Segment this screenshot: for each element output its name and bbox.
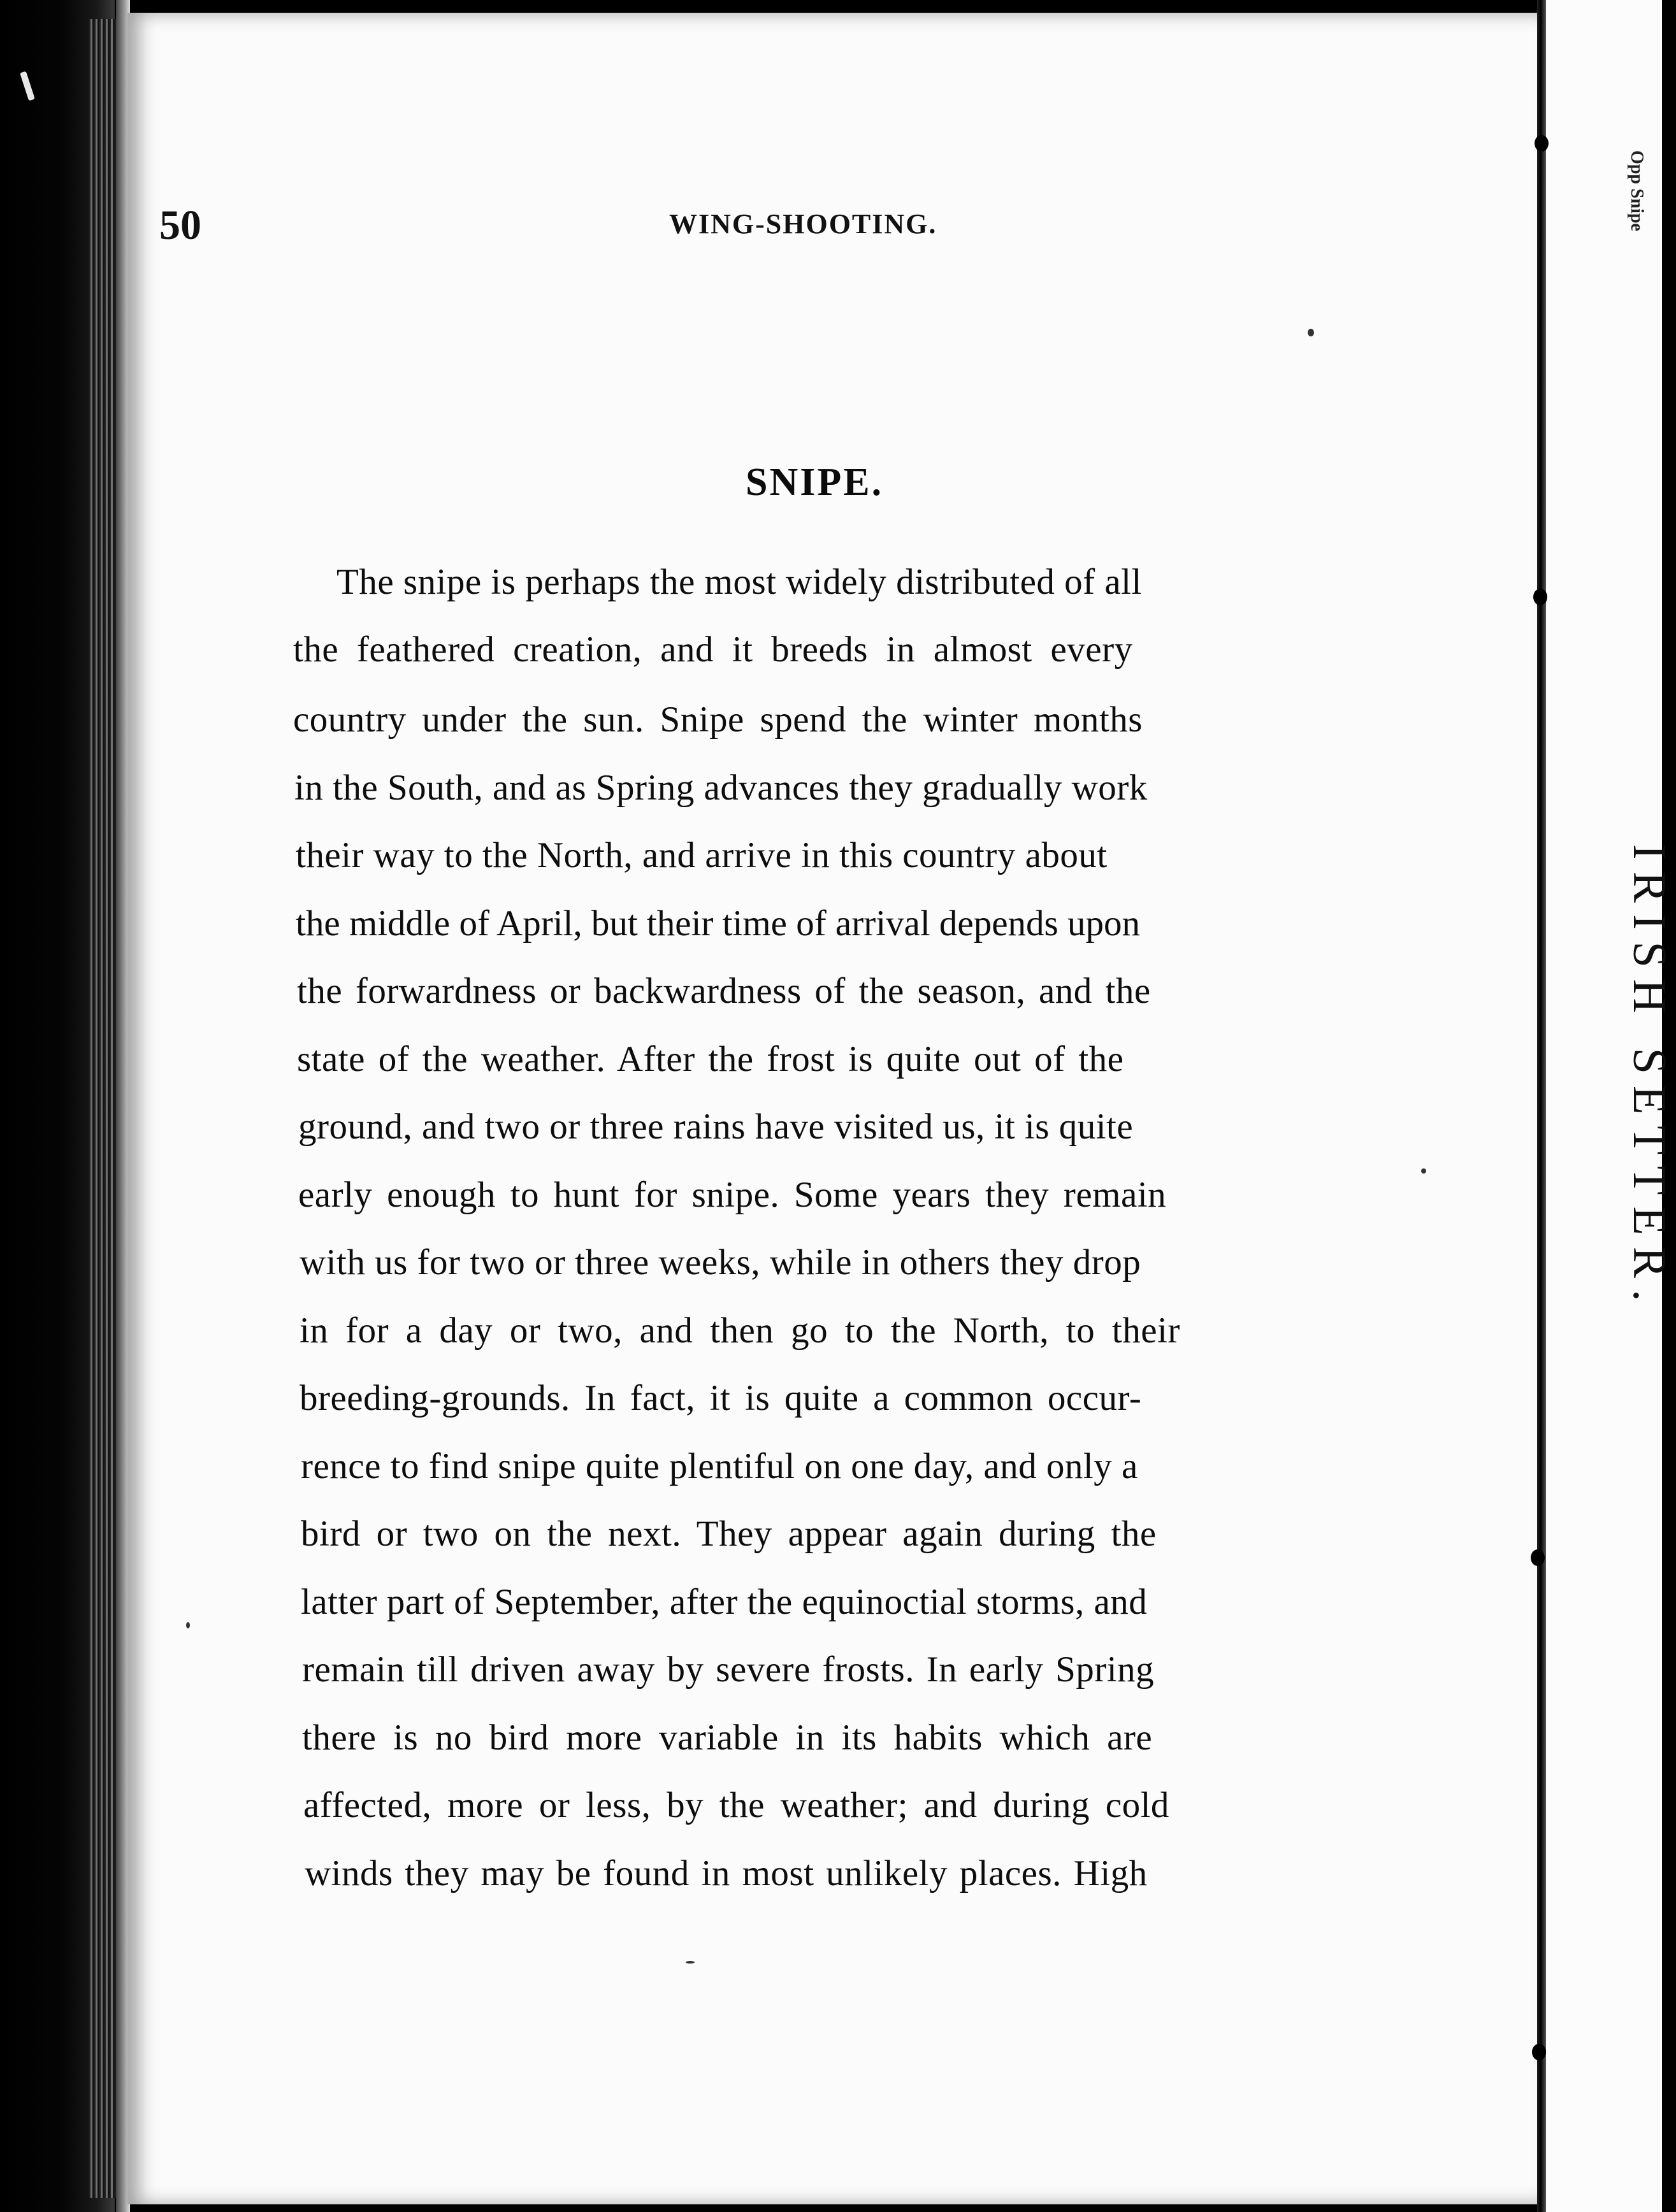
text-line: with us for two or three weeks, while in others they drop xyxy=(300,1242,1141,1282)
fold-notch xyxy=(1531,1549,1545,1566)
paper-speck xyxy=(1421,1168,1426,1174)
text-line: in the South, and as Spring advances they gradually work xyxy=(294,768,1148,808)
text-line: country under the sun. Snipe spend the winter months xyxy=(293,700,1143,740)
text-line: The snipe is perhaps the most widely distributed of all xyxy=(336,562,1142,602)
fold-notch xyxy=(1532,2044,1546,2060)
text-line: ground, and two or three rains have visited us, it is quite xyxy=(298,1107,1134,1147)
page-number: 50 xyxy=(159,202,201,248)
text-line: bird or two on the next. They appear again during the xyxy=(301,1514,1157,1554)
text-line: the forwardness or backwardness of the season, and the xyxy=(297,971,1151,1011)
chapter-title: SNIPE. xyxy=(746,461,884,504)
paper-speck xyxy=(1308,329,1314,336)
fold-notch xyxy=(1533,589,1547,605)
text-line: remain till driven away by severe frosts. In early Spring xyxy=(302,1649,1155,1690)
text-line: the middle of April, but their time of arrival depends upon xyxy=(296,903,1140,944)
fold-notch xyxy=(1535,135,1549,152)
text-line: the feathered creation, and it breeds in almost every xyxy=(293,629,1133,670)
running-head: WING-SHOOTING. xyxy=(669,208,937,240)
text-line: affected, more or less, by the weather; and during cold xyxy=(303,1785,1169,1825)
text-line: latter part of September, after the equinoctial storms, and xyxy=(301,1582,1148,1622)
plate-placement-note: Opp Snipe xyxy=(1627,150,1647,231)
text-line: their way to the North, and arrive in this country about xyxy=(296,835,1108,875)
text-line: in for a day or two, and then go to the North, to their xyxy=(300,1311,1180,1351)
page-fold-divider xyxy=(1537,0,1546,2212)
text-line: early enough to hunt for snipe. Some years they remain xyxy=(298,1175,1167,1215)
text-line: there is no bird more variable in its habits which are xyxy=(302,1718,1153,1758)
text-line: breeding-grounds. In fact, it is quite a common occur- xyxy=(300,1378,1142,1418)
text-line: rence to find snipe quite plentiful on one day, and only a xyxy=(301,1446,1138,1486)
paper-speck xyxy=(686,1961,695,1964)
text-line: winds they may be found in most unlikely places. High xyxy=(305,1853,1148,1893)
text-line: state of the weather. After the frost is quite out of the xyxy=(297,1039,1124,1079)
paper-speck xyxy=(186,1622,190,1628)
plate-caption: IRISH SETTER. xyxy=(1623,844,1675,1313)
